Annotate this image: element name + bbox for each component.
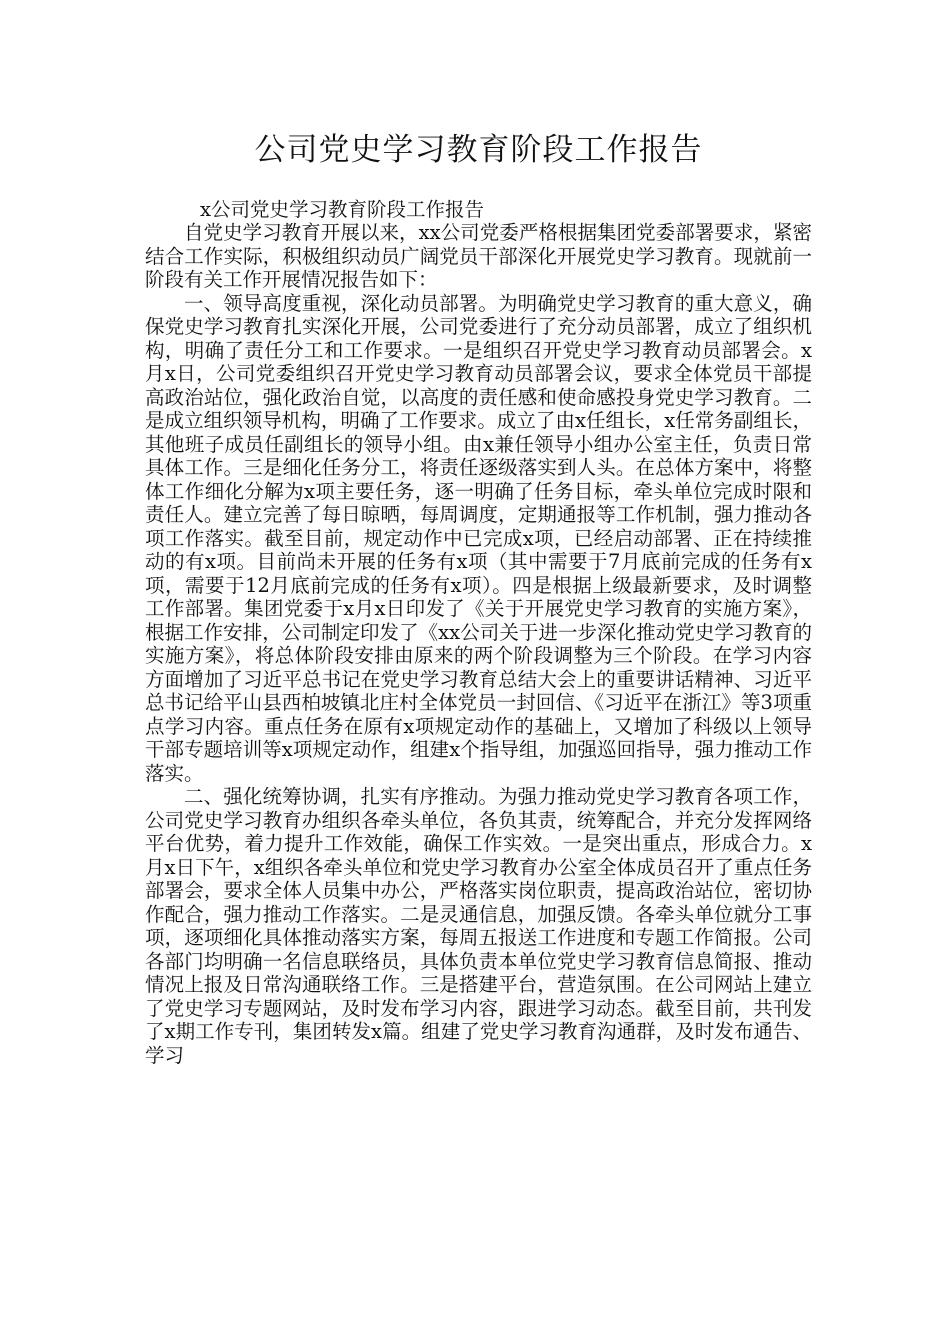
paragraph-section-two: 二、强化统筹协调，扎实有序推动。为强力推动党史学习教育各项工作，公司党史学习教育办组织各牵头单位，各负其责，统筹配合，并充分发挥网络平台优势，着力提升工作效能，确保工作实效。一是突出重点，形成合力。x月x日下午，x组织各牵头单位和党史学习教育办公室全体成员召开了重点任务部署会，要求全体人员集中办公，严格落实岗位职责，提高政治站位，密切协作配合，强力推动工作落实。二是灵通信息，加强反馈。各牵头单位就分工事项，逐项细化具体推动落实方案，每周五报送工作进度和专题工作简报。公司各部门均明确一名信息联络员，具体负责本单位党史学习教育信息简报、推动情况上报及日常沟通联络工作。三是搭建平台，营造氛围。在公司网站上建立了党史学习专题网站，及时发布学习内容，跟进学习动态。截至目前，共刊发了x期工作专刊，集团转发x篇。组建了党史学习教育沟通群，及时发布通告、学习 xyxy=(145,785,812,1067)
document-title: 公司党史学习教育阶段工作报告 xyxy=(254,132,703,168)
paragraph-section-one: 一、领导高度重视，深化动员部署。为明确党史学习教育的重大意义，确保党史学习教育扎实深化开展，公司党委进行了充分动员部署，成立了组织机构，明确了责任分工和工作要求。一是组织召开党史学习教育动员部署会。x月x日，公司党委组织召开党史学习教育动员部署会议，要求全体党员干部提高政治站位，强化政治自觉，以高度的责任感和使命感投身党史学习教育。二是成立组织领导机构，明确了工作要求。成立了由x任组长，x任常务副组长，其他班子成员任副组长的领导小组。由x兼任领导小组办公室主任，负责日常具体工作。三是细化任务分工，将责任逐级落实到人头。在总体方案中，将整体工作细化分解为x项主要任务，逐一明确了任务目标，牵头单位完成时限和责任人。建立完善了每日晾晒，每周调度，定期通报等工作机制，强力推动各项工作落实。截至目前，规定动作中已完成x项，已经启动部署、正在持续推动的有x项。目前尚未开展的任务有x项（其中需要于7月底前完成的任务有x项，需要于12月底前完成的任务有x项）。四是根据上级最新要求，及时调整工作部署。集团党委于x月x日印发了《关于开展党史学习教育的实施方案》，根据工作安排，公司制定印发了《xx公司关于进一步深化推动党史学习教育的实施方案》，将总体阶段安排由原来的两个阶段调整为三个阶段。在学习内容方面增加了习近平总书记在党史学习教育总结大会上的重要讲话精神、习近平总书记给平山县西柏坡镇北庄村全体党员一封回信、《习近平在浙江》等3项重点学习内容。重点任务在原有x项规定动作的基础上，又增加了科级以上领导干部专题培训等x项规定动作，组建x个指导组，加强巡回指导，强力推动工作落实。 xyxy=(145,291,812,785)
document-subtitle: x公司党史学习教育阶段工作报告 xyxy=(200,198,484,221)
paragraph-intro: 自党史学习教育开展以来，xx公司党委严格根据集团党委部署要求，紧密结合工作实际，积极组织动员广阔党员干部深化开展党史学习教育。现就前一阶段有关工作开展情况报告如下： xyxy=(145,221,812,291)
